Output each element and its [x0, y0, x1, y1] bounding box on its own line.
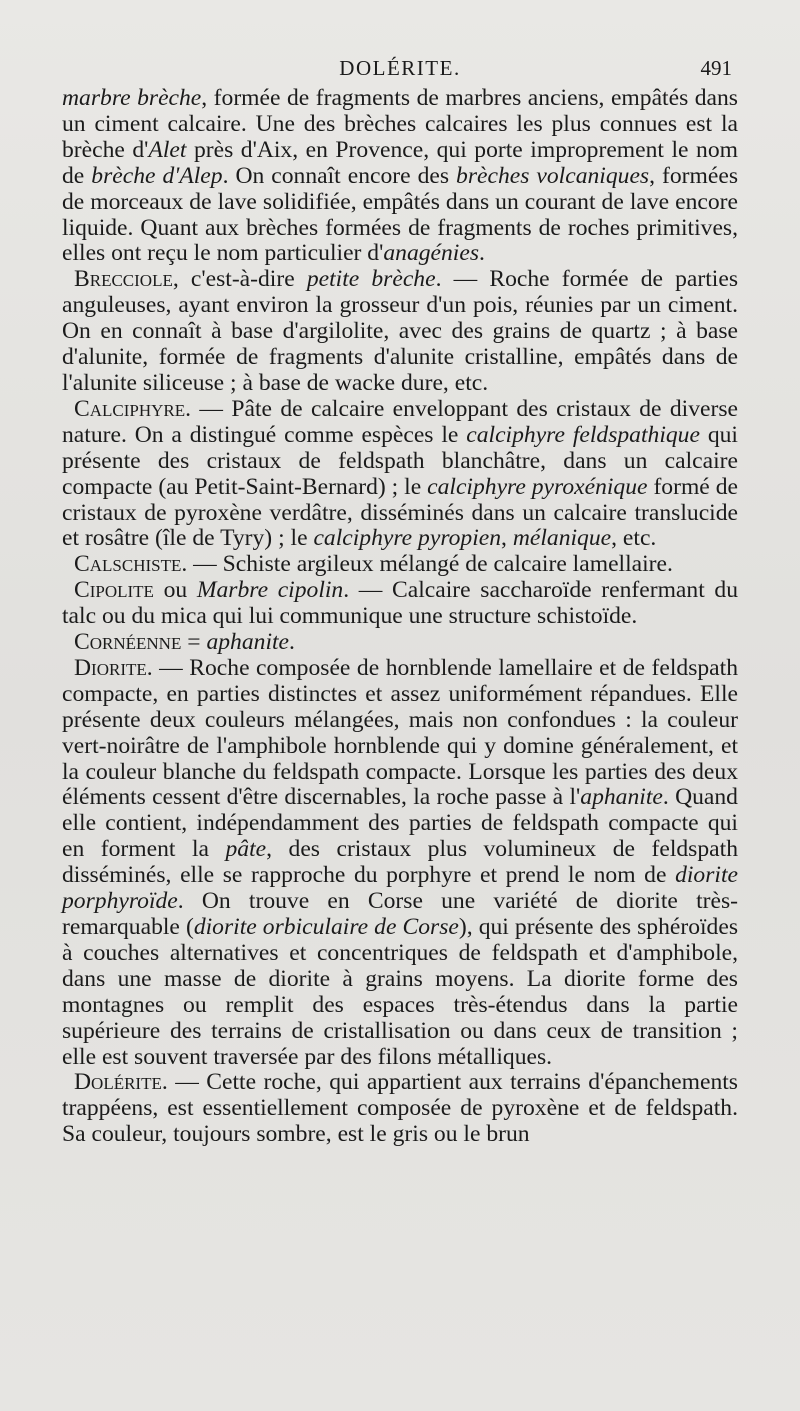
text-run: . On trouve en Corse une variété de diorite très-remarquable ( — [62, 888, 738, 940]
italic-term: aphanite — [206, 629, 290, 656]
italic-term: mélanique — [512, 525, 612, 552]
header-title: DOLÉRITE. — [339, 56, 461, 80]
paragraph-cipolite — [62, 578, 738, 630]
text-run: , etc. — [611, 525, 657, 552]
italic-term: marbre brèche — [62, 85, 202, 111]
entry-term: Brecciole — [74, 266, 173, 293]
body-text — [62, 86, 738, 1148]
entry-term: Cipolite — [74, 577, 154, 604]
text-run: près d'Aix, en Provence, qui porte improprement le nom de — [62, 136, 738, 189]
text-run: . On connaît encore des — [222, 162, 457, 189]
text-run: formé de cristaux de pyroxène verdâtre, disséminés dans un calcaire translucide et rosâtre (île de Tyry) ; le — [62, 473, 738, 552]
italic-term: anagénies — [383, 240, 480, 267]
text-run: ou — [153, 577, 197, 604]
italic-term: calciphyre feldspathique — [466, 421, 700, 448]
paragraph-corneenne — [62, 630, 738, 656]
italic-term: Marbre cipolin — [196, 577, 344, 604]
paragraph-calciphyre — [62, 397, 738, 552]
text-run: . — Calcaire saccharoïde renfermant du talc ou du mica qui lui communique une structure schistoïde. — [62, 577, 738, 630]
italic-term: pâte — [225, 836, 267, 863]
italic-term: Alet — [148, 136, 187, 163]
italic-term: petite brèche — [306, 266, 436, 293]
text-run: = — [181, 629, 207, 656]
text-run: , — [501, 525, 513, 552]
text-run: . Quand elle contient, indépendamment des parties de feldspath compacte qui en forment la — [62, 784, 738, 863]
paragraph-diorite — [62, 656, 738, 1071]
italic-term: calciphyre pyropien — [313, 525, 502, 552]
paragraph-calschiste — [62, 552, 738, 578]
entry-term: Calschiste — [74, 551, 182, 578]
text-run: . — [479, 240, 485, 267]
entry-term: Cornéenne — [74, 629, 182, 656]
italic-term: diorite orbiculaire de Corse — [193, 914, 459, 940]
running-header — [0, 56, 800, 86]
italic-term: diorite porphyroïde — [62, 862, 738, 915]
entry-term: Dolérite — [74, 1069, 162, 1096]
italic-term: calciphyre pyroxénique — [427, 473, 648, 500]
text-run: , formée de fragments de marbres anciens, empâtés dans un ciment calcaire. Une des brèches calcaires les plus connues est la brèche d' — [62, 85, 738, 163]
page-number: 491 — [700, 56, 732, 80]
text-run: . — Roche formée de parties anguleuses, ayant environ la grosseur d'un pois, réunies par un ciment. On en connaît à base d'argilolite, avec des grains de quartz ; à base d'alunite, formée de fragments d'alunite cristalline, empâtés dans de l'alunite siliceuse ; à base de wacke dure, etc. — [62, 266, 739, 396]
italic-term: brèche d'Alep — [91, 162, 223, 189]
text-run: ), qui présente des sphéroïdes à couches alternatives et concentriques de feldspath et d'amphibole, dans une masse de diorite à grains moyens. La diorite forme des montagnes ou remplit des espaces très-étendus dans la partie supérieure des terrains de cristallisation ou dans ceux de transition ; elle est souvent traversée par des filons métalliques. — [62, 914, 739, 1070]
text-run: , des cristaux plus volumineux de feldspath disséminés, elle se rapproche du porphyre et prend le nom de — [62, 836, 738, 889]
entry-term: Calciphyre — [74, 395, 186, 422]
entry-term: Diorite — [74, 654, 147, 681]
italic-term: brèches volcaniques — [456, 162, 650, 189]
paragraph-dolerite — [62, 1070, 738, 1148]
italic-term: aphanite — [580, 784, 663, 811]
text-run: , formées de morceaux de lave solidifiée, empâtés dans un courant de lave encore liquide. Quant aux brèches formées de fragments de roches primitives, elles ont reçu le nom particulier d' — [62, 162, 739, 267]
paragraph-marbre-breche — [62, 86, 738, 267]
text-run: . — Cette roche, qui appartient aux terrains d'épanchements trappéens, est essentiellement composée de pyroxène et de feldspath. Sa couleur, toujours sombre, est le gris ou le brun — [62, 1069, 738, 1148]
text-run: qui présente des cristaux de feldspath blanchâtre, dans un calcaire compacte (au Petit-Saint-Bernard) ; le — [62, 421, 738, 500]
paragraph-brecciole — [62, 267, 738, 397]
text-run: , c'est-à-dire — [172, 266, 307, 293]
text-run: . — [289, 629, 295, 656]
text-run: . — Roche composée de hornblende lamellaire et de feldspath compacte, en parties distinctes et assez uniformément répandues. Elle présente deux couleurs mélangées, mais non confondues : la couleur vert-noirâtre de l'amphibole hornblende qui y domine généralement, et la couleur blanche du feldspath compacte. Lorsque les parties des deux éléments cessent d'être discernables, la roche passe à l' — [62, 654, 738, 811]
text-run: . — Pâte de calcaire enveloppant des cristaux de diverse nature. On a distingué comme espèces le — [62, 395, 738, 448]
text-run: . — Schiste argileux mélangé de calcaire lamellaire. — [181, 551, 673, 578]
